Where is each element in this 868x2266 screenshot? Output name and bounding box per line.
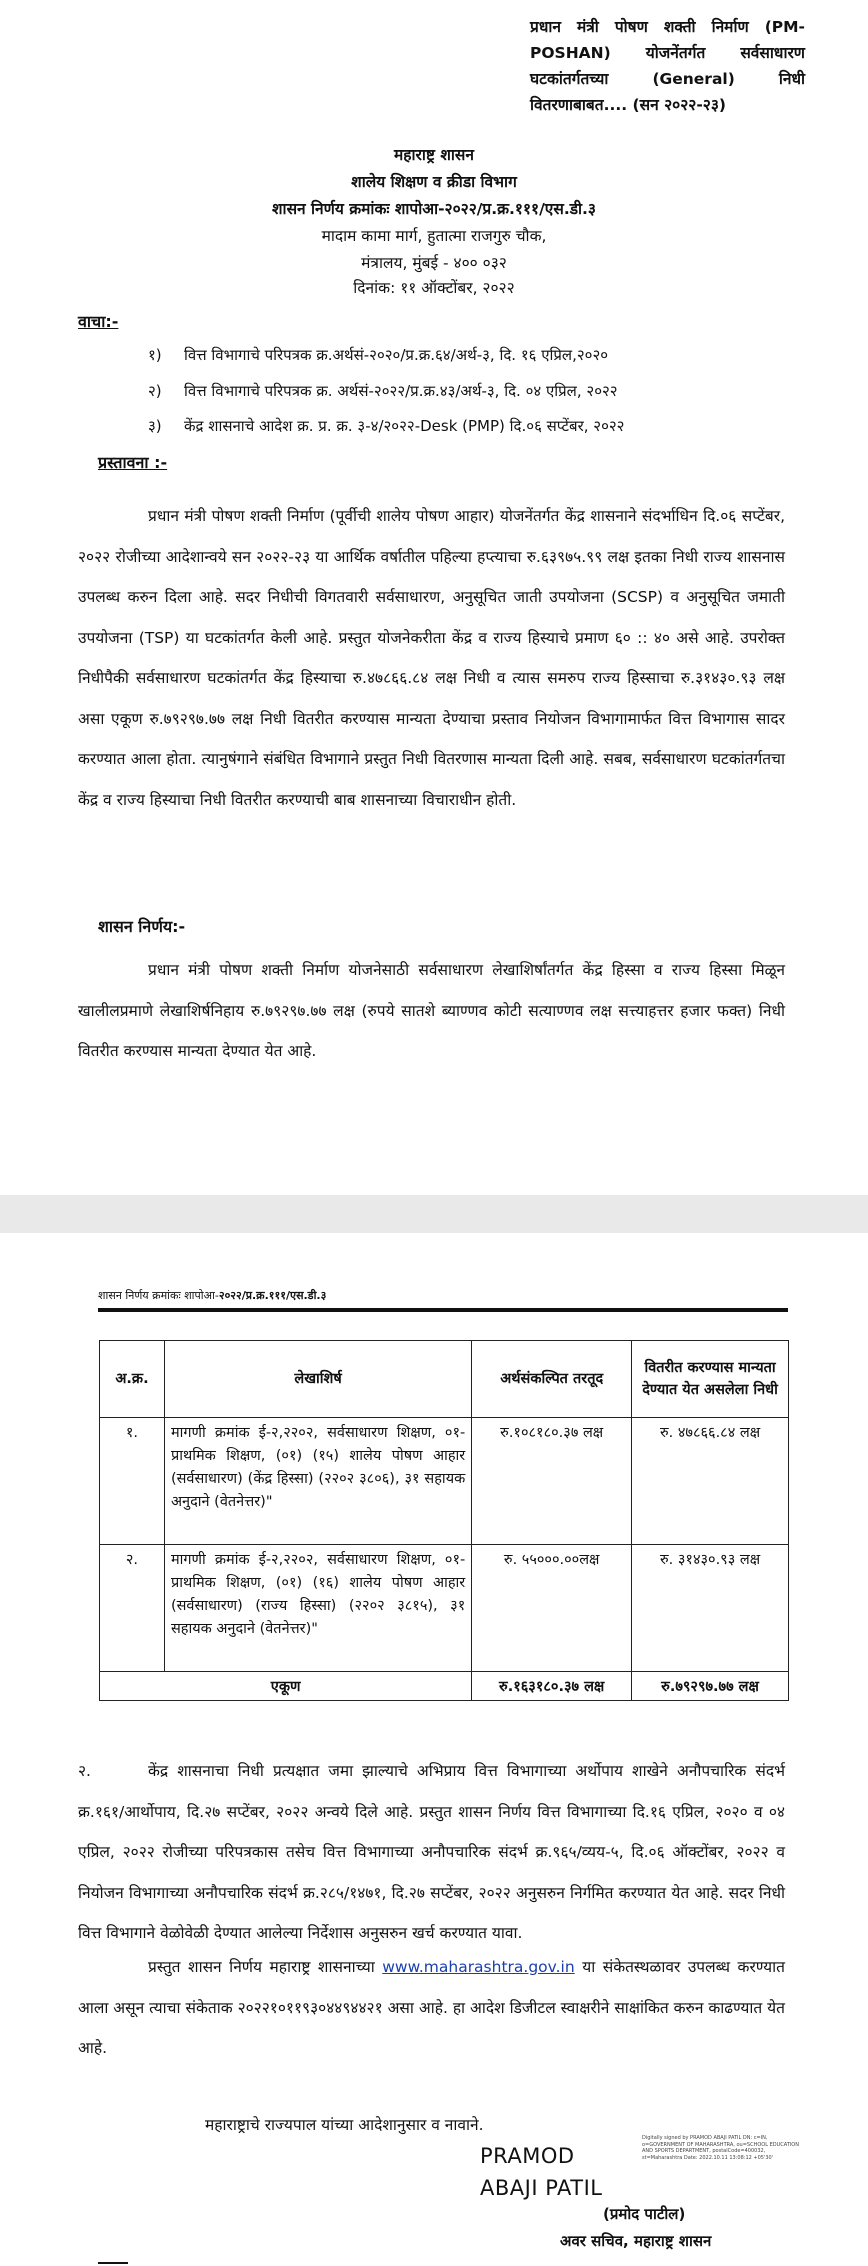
reference-text: वित्त विभागाचे परिपत्रक क्र.अर्थसं-२०२०/प्र.क्र.६४/अर्थ-३, दि. १६ एप्रिल,२०२० [184,346,609,364]
column-header: अ.क्र. [100,1341,165,1418]
reference-text: वित्त विभागाचे परिपत्रक क्र. अर्थसं-२०२२/प्र.क्र.४३/अर्थ-३, दि. ०४ एप्रिल, २०२२ [184,382,618,400]
signer-first-name: PRAMOD [480,2144,575,2168]
paragraph-2 [78,1751,785,1954]
head-cell: मागणी क्रमांक ई-२,२२०२, सर्वसाधारण शिक्षण, ०१- प्राथमिक शिक्षण, (०१) (१५) शालेय पोषण आहार (सर्वसाधारण) (केंद्र हिस्सा) (२२०२ ३८०६), ३१ सहायक अनुदाने (वेतनेत्तर)" [164,1418,471,1545]
budget-cell: रु. ५५०००.००लक्ष [472,1545,632,1672]
table-header-row [100,1341,789,1418]
paragraph-number: २. [78,1762,91,1780]
total-budget: रु.१६३१८०.३७ लक्ष [472,1672,632,1701]
column-header: वितरीत करण्यास मान्यता देण्यात येत असलेला निधी [632,1341,789,1418]
page-end-mark [98,2262,128,2264]
total-allotted: रु.७९२९७.७७ लक्ष [632,1672,789,1701]
page-separator [0,1195,868,1233]
allocation-table [99,1340,789,1701]
government-title: महाराष्ट्र शासन [394,146,474,164]
allotted-cell: रु. ३१४३०.९३ लक्ष [632,1545,789,1672]
preamble-heading: प्रस्तावना :- [98,453,168,472]
table-row [100,1545,789,1672]
running-header-prefix: शासन निर्णय क्रमांकः शापोआ- [98,1289,219,1302]
sr-cell: १. [100,1418,165,1545]
allotted-cell: रु. ४७८६६.८४ लक्ष [632,1418,789,1545]
address-line-1: मादाम कामा मार्ग, हुतात्मा राजगुरु चौक, [321,227,547,245]
paragraph-3-before: प्रस्तुत शासन निर्णय महाराष्ट्र शासनाच्या [148,1958,383,1976]
running-header-number: २०२२/प्र.क्र.१११/एस.डी.३ [218,1289,327,1302]
paragraph-3-after: या संकेतस्थळावर उपलब्ध करण्यात आला असून त्याचा संकेताक २०२२१०११९३०४४९४४२१ असा आहे. हा आदेश डिजीटल स्वाक्षरीने साक्षांकित करुन काढण्यात येत आहे. [78,1958,785,2057]
paragraph-3 [78,1947,785,2069]
table-total-row [100,1672,789,1701]
reference-item [148,381,618,401]
reference-text: केंद्र शासनाचे आदेश क्र. प्र. क्र. ३-४/२०२२-Desk (PMP) दि.०६ सप्टेंबर, २०२२ [184,417,625,435]
reference-item [148,416,624,436]
signer-designation: अवर सचिव, महाराष्ट्र शासन [560,2232,712,2250]
website-link[interactable]: www.maharashtra.gov.in [382,1958,575,1976]
preamble-paragraph: प्रधान मंत्री पोषण शक्ती निर्माण (पूर्वीची शालेय पोषण आहार) योजनेंतर्गत केंद्र शासनाने संदर्भाधिन दि.०६ सप्टेंबर, २०२२ रोजीच्या आदेशान्वये सन २०२२-२३ या आर्थिक वर्षातील पहिल्या हप्त्याचा रु.६३९७५.९९ लक्ष इतका निधी राज्य शासनास उपलब्ध करुन दिला आहे. सदर निधीची विगतवारी सर्वसाधारण, अनुसूचित जाती उपयोजना (SCSP) व अनुसूचित जमाती उपयोजना (TSP) या घटकांतर्गत केली आहे. प्रस्तुत योजनेकरीता केंद्र व राज्य हिस्याचे प्रमाण ६० :: ४० असे आहे. उपरोक्त निधीपैकी सर्वसाधारण घटकांतर्गत केंद्र हिस्याचा रु.४७८६६.८४ लक्ष निधी व त्यास समरुप राज्य हिस्साचा रु.३१४३०.९३ लक्ष असा एकूण रु.७९२९७.७७ लक्ष निधी वितरीत करण्यास मान्यता देण्याचा प्रस्ताव नियोजन विभागामार्फत वित्त विभागास सादर करण्यात आला होता. त्यानुषंगाने संबंधित विभागाने प्रस्तुत निधी वितरणास मान्यता दिली आहे. सबब, सर्वसाधारण घटकांतर्गतचा केंद्र व राज्य हिस्याचा निधी वितरीत करण्याची बाब शासनाच्या विचाराधीन होती. [78,507,785,809]
table-row [100,1418,789,1545]
digital-signature-stamp: Digitally signed by PRAMOD ABAJI PATIL DN: c=IN, o=GOVERNMENT OF MAHARASHTRA, ou=SCHOOL EDUCATION AND SPORTS DEPARTMENT, postalCode=400032, st=Maharashtra Date: 2022.10.11 13:08:12 +05'30' [642,2135,799,2161]
column-header: अर्थसंकल्पित तरतूद [472,1341,632,1418]
gr-subject: प्रधान मंत्री पोषण शक्ती निर्माण (PM-POSHAN) योजनेंतर्गत सर्वसाधारण घटकांतर्गतच्या (General) निधी वितरणाबाबत.... (सन २०२२-२३) [530,18,805,114]
gr-number: शासन निर्णय क्रमांकः शापोआ-२०२२/प्र.क्र.१११/एस.डी.३ [272,200,596,218]
total-label: एकूण [100,1672,472,1701]
reference-item [148,345,608,365]
read-heading: वाचा:- [78,312,119,331]
signer-marathi-name: (प्रमोद पाटील) [603,2205,686,2223]
decision-paragraph: प्रधान मंत्री पोषण शक्ती निर्माण योजनेसाठी सर्वसाधारण लेखाशिर्षांतर्गत केंद्र हिस्सा व राज्य हिस्सा मिळून खालीलप्रमाणे लेखाशिर्षनिहाय रु.७९२९७.७७ लक्ष (रुपये सातशे ब्याण्णव कोटी सत्याण्णव लक्ष सत्त्याहत्तर हजार फक्त) निधी वितरीत करण्यास मान्यता देण्यात येत आहे. [78,961,785,1060]
reference-number: १) [148,346,162,364]
sr-cell: २. [100,1545,165,1672]
department-title: शालेय शिक्षण व क्रीडा विभाग [351,173,517,191]
gr-date: दिनांक: ११ ऑक्टोंबर, २०२२ [353,279,515,297]
order-line: महाराष्ट्राचे राज्यपाल यांच्या आदेशानुसार व नावाने. [205,2116,484,2134]
column-header: लेखाशिर्ष [164,1341,471,1418]
running-header [98,1288,326,1303]
header-rule [98,1308,788,1312]
paragraph-2-text: केंद्र शासनाचा निधी प्रत्यक्षात जमा झाल्याचे अभिप्राय वित्त विभागाच्या अर्थोपाय शाखेने अनौपचारिक संदर्भ क्र.१६१/आर्थोपाय, दि.२७ सप्टेंबर, २०२२ अन्वये दिले आहे. प्रस्तुत शासन निर्णय वित्त विभागाच्या दि.१६ एप्रिल, २०२० व ०४ एप्रिल, २०२२ रोजीच्या परिपत्रकास तसेच वित्त विभागाच्या अनौपचारिक संदर्भ क्र.९६५/व्यय-५, दि.०६ ऑक्टोंबर, २०२२ व नियोजन विभागाच्या अनौपचारिक संदर्भ क्र.२८५/१४७१, दि.२७ सप्टेंबर, २०२२ अनुसरुन निर्गमित करण्यात येत आहे. सदर निधी वित्त विभागाने वेळोवेळी देण्यात आलेल्या निर्देशास अनुसरुन खर्च करण्यात यावा. [78,1762,785,1942]
head-cell: मागणी क्रमांक ई-२,२२०२, सर्वसाधारण शिक्षण, ०१- प्राथमिक शिक्षण, (०१) (१६) शालेय पोषण आहार (सर्वसाधारण) (राज्य हिस्सा) (२२०२ ३८१५), ३१ सहायक अनुदाने (वेतनेत्तर)" [164,1545,471,1672]
reference-number: २) [148,382,162,400]
reference-number: ३) [148,417,162,435]
address-line-2: मंत्रालय, मुंबई - ४०० ०३२ [361,254,507,272]
signer-last-name: ABAJI PATIL [480,2176,603,2200]
decision-heading: शासन निर्णय:- [98,917,186,936]
budget-cell: रु.१०८१८०.३७ लक्ष [472,1418,632,1545]
signature-name [480,2140,602,2204]
